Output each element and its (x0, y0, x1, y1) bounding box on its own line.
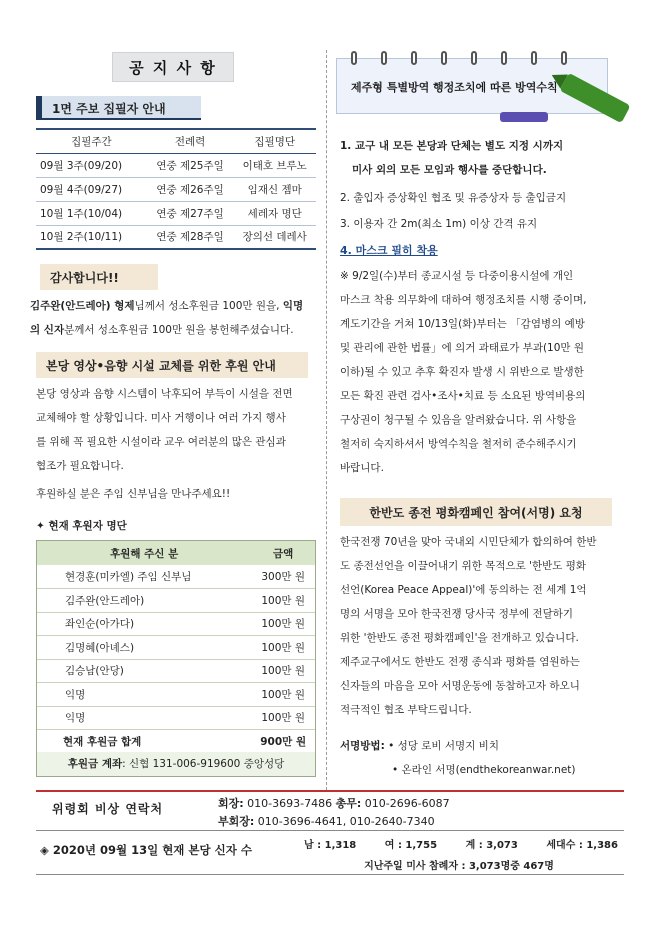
peace-text (340, 530, 630, 722)
table-row (37, 612, 315, 636)
donor-amount: 100만 원 (251, 706, 315, 730)
donor-total-label: 현재 후원금 합계 (37, 730, 251, 754)
stat-total: 계 : 3,073 (465, 840, 518, 851)
writers-cell: 연중 제26주일 (147, 177, 234, 201)
donor-total-row (37, 730, 315, 754)
note-line: 철저히 숙지하셔서 방역수칙을 철저히 준수해주시기 (340, 438, 577, 450)
stat-attendance: 지난주일 미사 참례자 : 3,073명중 467명 (364, 861, 554, 872)
peace-line: 도 종전선언을 이끌어내기 위한 목적으로 '한반도 평화 (340, 560, 587, 572)
donor-total-value: 900만 원 (251, 730, 315, 754)
spiral-ring-icon (561, 51, 567, 65)
table-row (37, 659, 315, 683)
spiral-ring-icon (531, 51, 537, 65)
spiral-ring-icon (501, 51, 507, 65)
account-info (37, 752, 315, 776)
writers-heading (36, 96, 201, 120)
donation-contact: 후원하실 분은 주임 신부님을 만나주세요!! (36, 488, 231, 500)
note-line: ※ 9/2일(수)부터 종교시설 등 다중이용시설에 개인 (340, 270, 574, 282)
writers-cell: 10월 2주(10/11) (36, 225, 147, 249)
vice-label: 부회장: (218, 815, 255, 828)
note-line: 구상권이 청구될 수 있음을 알려왔습니다. 위 사항을 (340, 414, 577, 426)
donor-amount: 100만 원 (251, 683, 315, 707)
writers-cell: 10월 1주(10/04) (36, 201, 147, 225)
writers-cell: 세레자 명단 (233, 201, 316, 225)
donor-list-heading-text: 현재 후원자 명단 (48, 520, 127, 532)
donor-amount: 100만 원 (251, 589, 315, 613)
writers-cell: 09월 4주(09/27) (36, 177, 147, 201)
donation-heading-text: 본당 영상•음향 시설 교체를 위한 후원 안내 (46, 358, 276, 373)
account-label: 후원금 계좌 (67, 758, 123, 770)
writers-cell: 연중 제27주일 (147, 201, 234, 225)
peace-heading-text: 한반도 종전 평화캠페인 참여(서명) 요청 (369, 505, 583, 520)
donor-amount: 100만 원 (251, 612, 315, 636)
donor-name: 김명혜(아녜스) (37, 636, 251, 660)
spiral-ring-icon (381, 51, 387, 65)
thanks-text (30, 294, 326, 342)
peace-method (340, 734, 630, 782)
note-line: 계도기간을 거쳐 10/13일(화)부터는 「감염병의 예방 (340, 318, 585, 330)
spiral-ring-icon (441, 51, 447, 65)
notice-title: 공 지 사 항 (112, 52, 234, 82)
quarantine-note (340, 264, 630, 480)
thanks-text-1: 님께서 성소후원금 100만 원을, (134, 300, 283, 312)
crayon-icon (500, 112, 548, 122)
quarantine-item-1 (340, 134, 630, 182)
peace-line: 한국전쟁 70년을 맞아 국내외 시민단체가 합의하여 한반 (340, 536, 597, 548)
table-row (36, 153, 316, 177)
donation-line: 를 위해 꼭 필요한 시설이라 교우 여러분의 많은 관심과 (36, 436, 286, 448)
spiral-ring-icon (351, 51, 357, 65)
peace-line: 선언(Korea Peace Appeal)'에 동의하는 전 세계 1억 (340, 584, 587, 596)
quarantine-item-1-line1: 1. 교구 내 모든 본당과 단체는 별도 지정 시까지 (340, 140, 564, 152)
peace-line: 위한 '한반도 종전 평화캠페인'을 전개하고 있습니다. (340, 632, 579, 644)
quarantine-item-3: 3. 이용자 간 2m(최소 1m) 이상 간격 유지 (340, 218, 538, 230)
peace-method-2: • 온라인 서명(endthekoreanwar.net) (392, 764, 576, 776)
donor-table-box (36, 540, 316, 777)
table-row (37, 589, 315, 613)
donor-list-heading (36, 514, 127, 538)
diamond-bullet-icon: ✦ (36, 520, 45, 532)
writers-col-week: 집필주간 (36, 129, 147, 153)
note-line: 이하)될 수 있고 추후 확진자 발생 시 위반으로 발생한 (340, 366, 584, 378)
footer-divider (36, 790, 624, 792)
donor-name: 현경훈(미카엘) 주임 신부님 (37, 565, 251, 589)
note-line: 마스크 착용 의무화에 대하여 행정조치를 시행 중이며, (340, 294, 587, 306)
quarantine-title: 제주형 특별방역 행정조치에 따른 방역수칙 (351, 81, 558, 94)
chair-phone: 010-3693-7486 (243, 797, 336, 810)
writers-cell: 연중 제28주일 (147, 225, 234, 249)
column-divider (326, 50, 327, 790)
thanks-heading-text: 감사합니다!! (50, 270, 119, 285)
quarantine-item-1-line2: 미사 외의 모든 모임과 행사를 중단합니다. (352, 164, 547, 176)
peace-method-1: • 성당 로비 서명지 비치 (388, 740, 499, 752)
writers-col-liturgy: 전례력 (147, 129, 234, 153)
donation-heading (36, 352, 308, 378)
stat-female: 여 : 1,755 (384, 840, 438, 851)
donation-text (36, 382, 326, 506)
thanks-anonymous: 익명 (282, 300, 304, 312)
donor-name: 익명 (37, 706, 251, 730)
thanks-donor-1: 김주완(안드레아) 형제 (30, 300, 135, 312)
account-value: : 신협 131-006-919600 중앙성당 (122, 758, 285, 770)
donor-amount: 100만 원 (251, 636, 315, 660)
table-row (37, 565, 315, 589)
writers-cell: 임재신 젬마 (233, 177, 316, 201)
table-row (37, 636, 315, 660)
donor-name: 김주완(안드레아) (37, 589, 251, 613)
peace-line: 제주교구에서도 한반도 전쟁 종식과 평화를 염원하는 (340, 656, 580, 668)
stats-title: ◈ 2020년 09월 13일 현재 본당 신자 수 (40, 843, 252, 857)
writers-cell: 장의선 데레사 (233, 225, 316, 249)
peace-line: 명의 서명을 모아 한국전쟁 당사국 정부에 전달하기 (340, 608, 574, 620)
writers-col-writer: 집필명단 (233, 129, 316, 153)
writers-cell: 이태호 브루노 (233, 153, 316, 177)
contact-title: 위령회 비상 연락처 (52, 802, 164, 816)
quarantine-item-4: 4. 마스크 필히 착용 (340, 244, 438, 257)
thanks-heading (40, 264, 158, 290)
table-row (36, 225, 316, 249)
donation-line: 본당 영상과 음향 시스템이 낙후되어 부득이 시설을 전면 (36, 388, 293, 400)
donor-name: 좌인순(아가다) (37, 612, 251, 636)
note-line: 모든 확진 관련 검사•조사•치료 등 소요된 방역비용의 (340, 390, 586, 402)
stat-male: 남 : 1,318 (304, 840, 357, 851)
table-row (36, 177, 316, 201)
footer-divider (36, 830, 624, 831)
vice-phone: 010-3696-4641, 010-2640-7340 (254, 815, 435, 828)
donor-table (37, 541, 315, 754)
note-line: 바랍니다. (340, 462, 384, 474)
writers-table (36, 128, 316, 250)
table-row (37, 683, 315, 707)
spiral-ring-icon (411, 51, 417, 65)
peace-method-label: 서명방법: (340, 740, 385, 752)
donation-line: 교체해야 할 상황입니다. 미사 거행이나 여러 가지 행사 (36, 412, 286, 424)
secretary-label: 총무: (335, 797, 362, 810)
donor-name: 익명 (37, 683, 251, 707)
donation-line: 협조가 필요합니다. (36, 460, 124, 472)
parish-stats (294, 832, 624, 872)
peace-line: 적극적인 협조 부탁드립니다. (340, 704, 472, 716)
donor-col-amount: 금액 (251, 541, 315, 565)
spiral-ring-icon (471, 51, 477, 65)
writers-cell: 09월 3주(09/20) (36, 153, 147, 177)
secretary-phone: 010-2696-6087 (361, 797, 450, 810)
note-line: 및 관리에 관한 법률」에 의거 과태료가 부과(10만 원 (340, 342, 585, 354)
donor-amount: 300만 원 (251, 565, 315, 589)
thanks-donor-2: 의 신자 (30, 324, 65, 336)
writers-cell: 연중 제25주일 (147, 153, 234, 177)
peace-heading (340, 498, 612, 526)
table-row (37, 706, 315, 730)
quarantine-item-2: 2. 출입자 증상확인 협조 및 유증상자 등 출입금지 (340, 192, 567, 204)
thanks-text-2: 분께서 성소후원금 100만 원을 봉헌해주셨습니다. (64, 324, 294, 336)
chair-label: 회장: (218, 797, 244, 810)
stat-households: 세대수 : 1,386 (546, 840, 618, 851)
contact-vice (218, 813, 435, 829)
table-row (36, 201, 316, 225)
footer-divider (36, 874, 624, 875)
peace-line: 신자들의 마음을 모아 서명운동에 동참하고자 하오니 (340, 680, 580, 692)
donor-col-name: 후원해 주신 분 (37, 541, 251, 565)
donor-amount: 100만 원 (251, 659, 315, 683)
contact-chair (218, 795, 450, 811)
donor-name: 김승남(안당) (37, 659, 251, 683)
writers-heading-text: 1면 주보 집필자 안내 (52, 101, 166, 116)
